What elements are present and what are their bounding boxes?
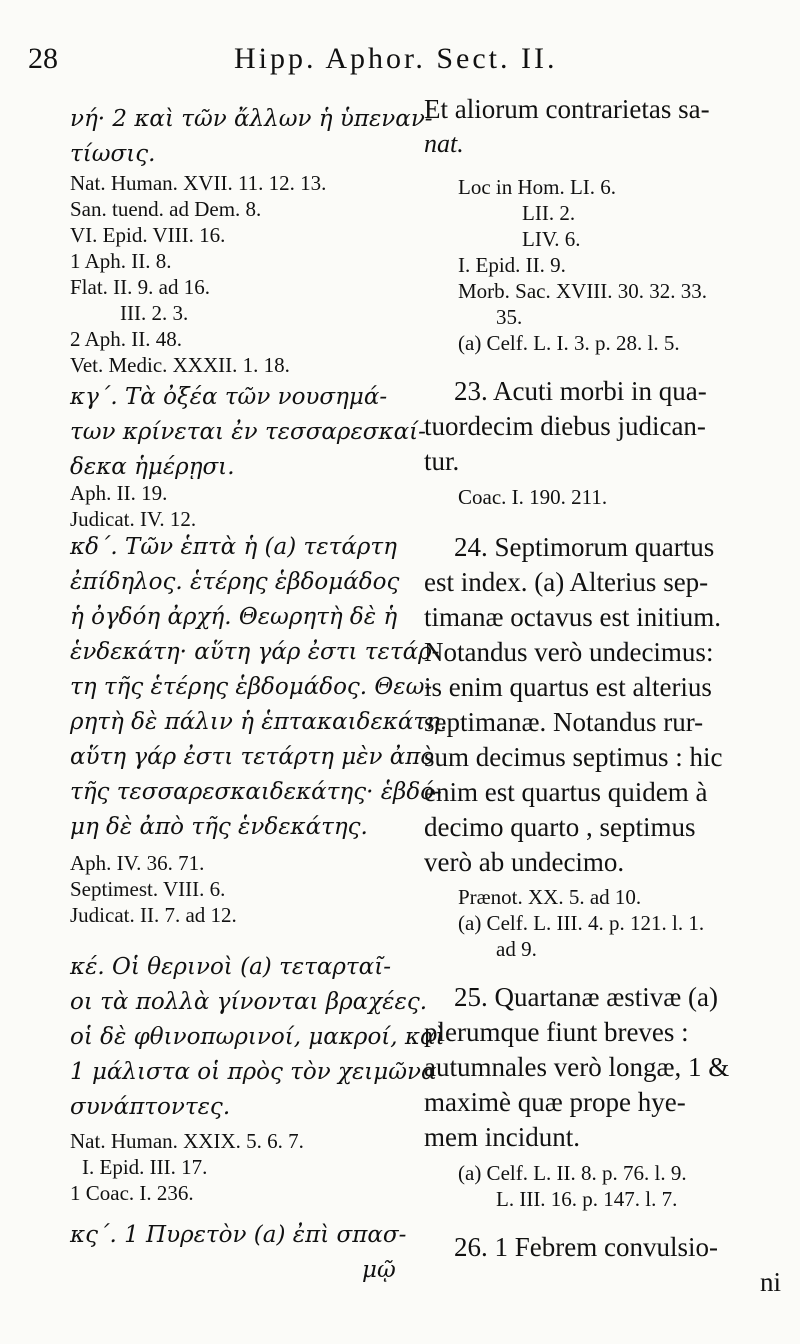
aphorism-25-latin: 25. Quartanæ æstivæ (a) plerumque fiunt breves : autumnales verò longæ, 1 & maximè quæ prope hye- mem incidunt. xyxy=(424,982,730,1152)
aphorism-23-greek: κγ΄. Τὰ ὀξέα τῶν νουσημά- των κρίνεται ἐν τεσσαρεσκαί- δεκα ἡμέρῃσι. xyxy=(70,384,426,480)
page-header xyxy=(28,42,788,90)
aphorism-22-greek: νή· 2 καὶ τῶν ἄλλων ἡ ὑπεναν- τίωσις. xyxy=(70,106,433,167)
aphorism-24-references: Aph. IV. 36. 71. Septimest. VIII. 6. Judicat. II. 7. ad 12. xyxy=(70,851,237,927)
aphorism-24-greek: κδ΄. Τῶν ἑπτὰ ἡ (a) τετάρτη ἐπίδηλος. ἑτέρης ἑβδομάδος ἡ ὀγδόη ἀρχή. Θεωρητὴ δὲ ἡ ἑνδεκάτη· αὕτη γάρ ἐστι τετάρ- τη τῆς ἑτέρης ἑβδομάδος. Θεω- ρητὴ δὲ πάλιν ἡ ἑπτακαιδεκάτη. αὕτη γάρ ἐστι τετάρτη μὲν ἀπὸ τῆς τεσσαρεσκαιδεκάτης· ἑβδό- μη δὲ ἀπὸ τῆς ἑνδεκάτης. xyxy=(70,534,448,840)
aphorism-26-greek: κς΄. 1 Πυρετὸν (a) ἐπὶ σπασ- μῷ xyxy=(70,1222,407,1283)
aphorism-22-references: Nat. Human. XVII. 11. 12. 13. San. tuend. ad Dem. 8. VI. Epid. VIII. 16. 1 Aph. II. 8. Flat. II. 9. ad 16. III. 2. 3. 2 Aph. II. 48. Vet. Medic. XXXII. 1. 18. xyxy=(70,171,327,377)
aphorism-26-latin: 26. 1 Febrem convulsio- ni xyxy=(454,1232,782,1297)
page-number: 28 xyxy=(28,42,58,75)
aphorism-23-latin: 23. Acuti morbi in qua- tuordecim diebus judican- tur. xyxy=(424,376,707,476)
aphorism-23-latin-references: Coac. I. 190. 211. xyxy=(458,485,608,509)
aphorism-25-latin-references: (a) Celf. L. II. 8. p. 76. l. 9. L. III. 16. p. 147. l. 7. xyxy=(458,1161,687,1211)
running-title: Hipp. Aphor. Sect. II. xyxy=(234,42,558,75)
aphorism-24-latin: 24. Septimorum quartus est index. (a) Alterius sep- timanæ octavus est initium. Notandus verò undecimus: is enim quartus est alterius septimanæ. Notandus rur- sum decimus septimus : hic enim est quartus quidem à decimo quarto , septimus verò ab undecimo. xyxy=(424,532,723,877)
aphorism-25-greek: κέ. Οἱ θερινοὶ (a) τεταρταῖ- οι τὰ πολλὰ γίνονται βραχέες. οἱ δὲ φθινοπωρινοί, μακροί, καὶ 1 μάλιστα οἱ πρὸς τὸν χειμῶνα συνάπτοντες. xyxy=(70,954,445,1120)
aphorism-25-references: Nat. Human. XXIX. 5. 6. 7. I. Epid. III. 17. 1 Coac. I. 236. xyxy=(70,1129,304,1205)
latin-column xyxy=(424,92,790,1332)
aphorism-22-latin-references: Loc in Hom. LI. 6. LII. 2. LIV. 6. I. Epid. II. 9. Morb. Sac. XVIII. 30. 32. 33. 35. (a) Celf. L. I. 3. p. 28. l. 5. xyxy=(458,175,708,355)
aphorism-22-latin: Et aliorum contrarietas sa- nat. xyxy=(424,94,710,158)
aphorism-24-latin-references: Prænot. XX. 5. ad 10. (a) Celf. L. III. 4. p. 121. l. 1. ad 9. xyxy=(458,885,705,961)
aphorism-23-references: Aph. II. 19. Judicat. IV. 12. xyxy=(70,481,197,531)
greek-column xyxy=(70,92,448,1332)
